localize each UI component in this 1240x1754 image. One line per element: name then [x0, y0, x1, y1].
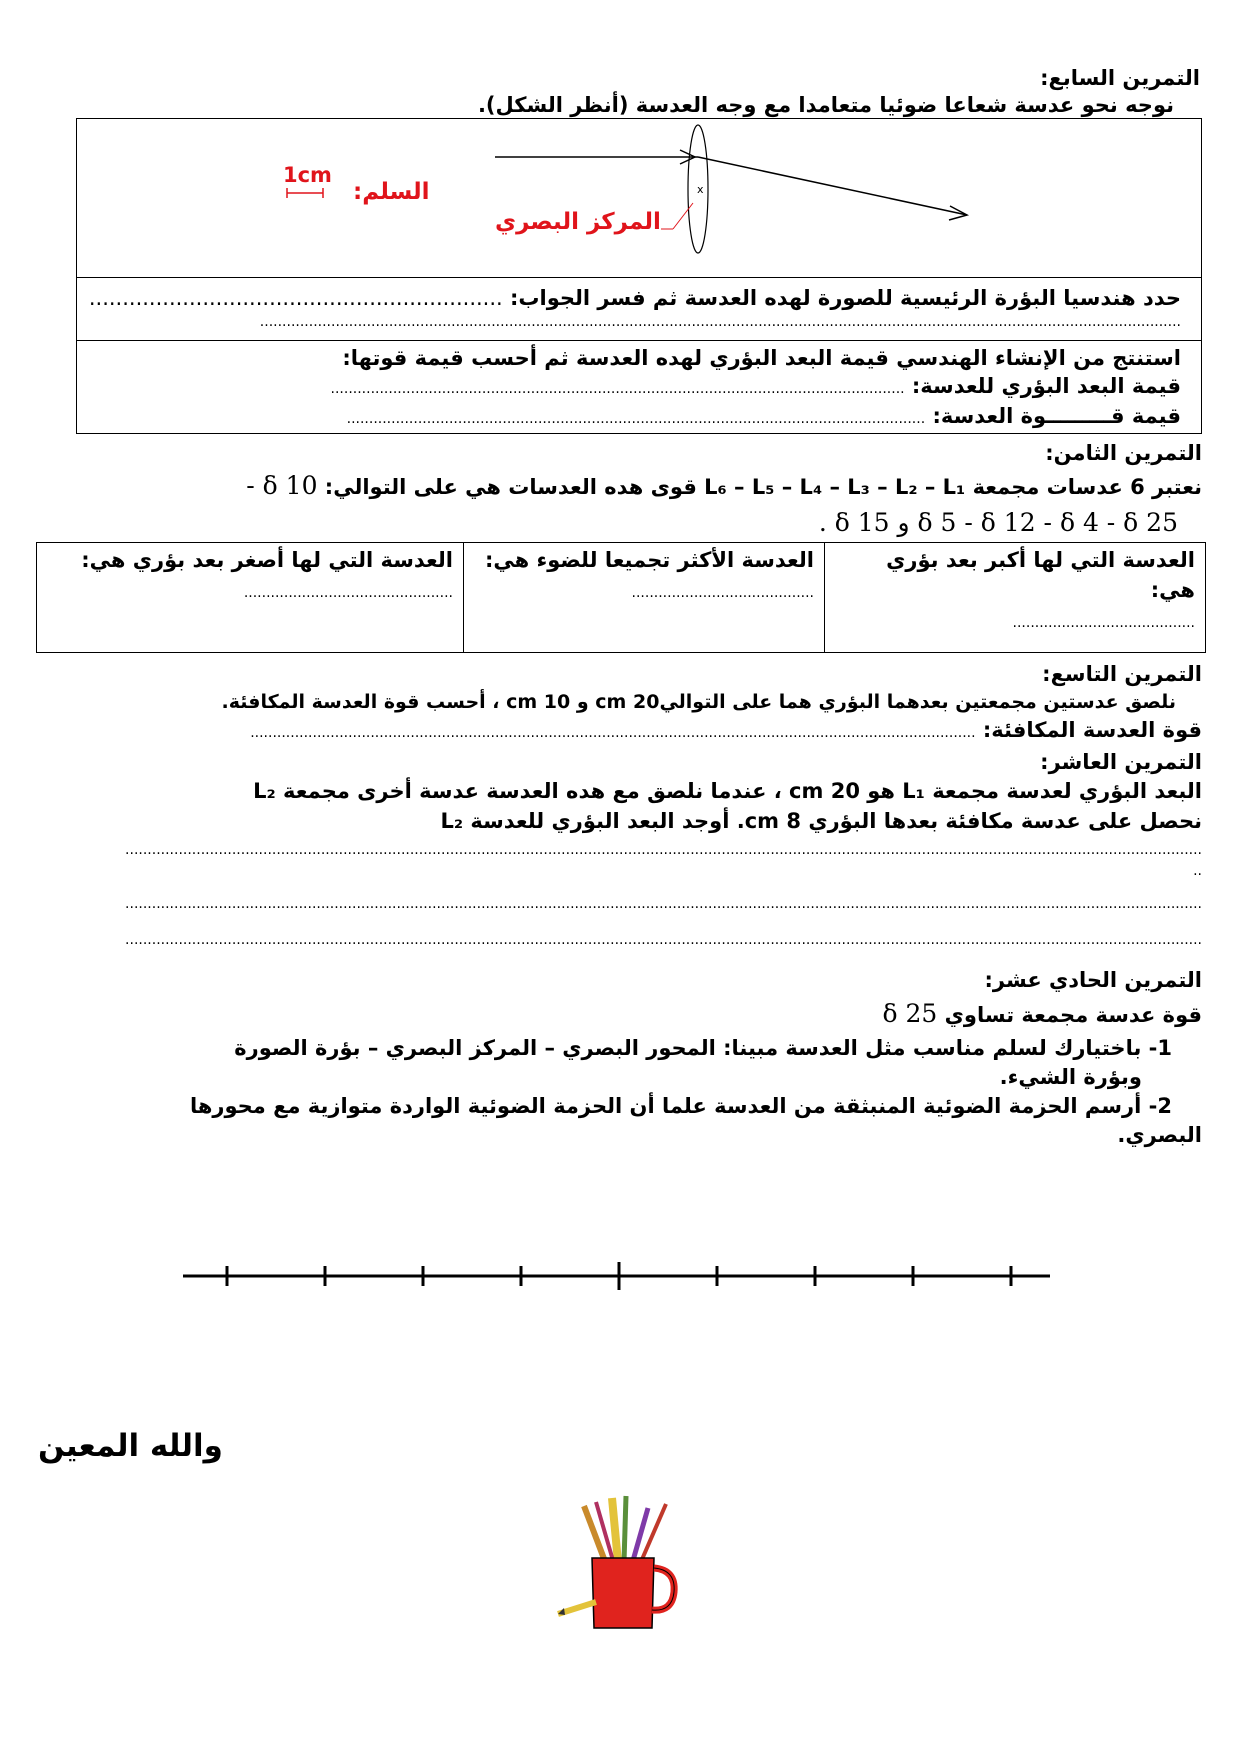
optical-center-label: المركز البصري [495, 209, 661, 235]
ex11-title: التمرين الحادي عشر: [984, 968, 1202, 992]
ex8-powers-2: δ 5 - δ 12 - δ 4 - δ 25 و δ 15 . [818, 508, 1178, 537]
ex11-item2: 2- أرسم الحزمة الضوئية المنبثقة من العدسة علما أن الحزمة الضوئية الواردة متوازية مع محورها [189, 1094, 1172, 1118]
ex10-title: التمرين العاشر: [1040, 750, 1202, 774]
closing-text: والله المعين [38, 1428, 223, 1464]
ex7-figure [77, 119, 1201, 278]
ex11-power: δ 25 [882, 999, 938, 1028]
ex7-focal-label: قيمة البعد البؤري للعدسة: [911, 374, 1181, 398]
ex10-line1: البعد البؤري لعدسة مجمعة L₁ هو 20 cm ، عندما نلصق مع هده العدسة عدسة أخرى مجمعة L₂ [253, 779, 1202, 803]
ex8-intro-b: قوى هده العدسات هي على التوالي: [324, 475, 697, 499]
ex8-answer-smallest-focal[interactable]: ............................................... [243, 585, 453, 601]
ex8-title: التمرين الثامن: [1045, 441, 1202, 465]
ex7-q1-answer[interactable]: .............................................................. [88, 286, 503, 310]
worksheet [38, 64, 1202, 1149]
ex9-text: نلصق عدستين مجمعتين بعدهما البؤري هما على التوالي20 cm و 10 cm ، أحسب قوة العدسة المكافئة. [221, 691, 1176, 713]
ex7-title: التمرين السابع: [1040, 66, 1200, 90]
ex10-answer-1[interactable]: .................................................................................................................................................................................................................................................. [125, 842, 1202, 858]
pencil-cup-icon [556, 1494, 696, 1634]
ex8-cell-smallest-focal: العدسة التي لها أصغر بعد بؤري هي: ............................................... [37, 543, 464, 653]
ex11-item1b: وبؤرة الشيء. [999, 1065, 1142, 1089]
ex11-item1: 1- باختيارك لسلم مناسب مثل العدسة مبينا: المحور البصري – المركز البصري – بؤرة الصورة [234, 1036, 1172, 1060]
ex9-title: التمرين التاسع: [1042, 662, 1202, 686]
scale-label: السلم: [353, 179, 430, 205]
ex8-cell-most-converging: العدسة الأكثر تجميعا للضوء هي: ......................................... [464, 543, 825, 653]
ex7-q2: استنتج من الإنشاء الهندسي قيمة البعد البؤري لهده العدسة ثم أحسب قيمة قوتها: [342, 346, 1181, 370]
ex7-power-answer[interactable]: .................................................................................................................................. [346, 411, 926, 427]
ex8-table [36, 542, 1206, 653]
ex7-q1-cell [77, 278, 1201, 341]
ex8-lenses: L₆ – L₅ – L₄ – L₃ – L₂ – L₁ [704, 475, 966, 499]
ex8-cell-largest-focal: العدسة التي لها أكبر بعد بؤري هي: ......................................... [825, 543, 1206, 653]
ex9-answer[interactable]: ................................................................................................................................................................... [250, 725, 976, 741]
ex8-answer-most-converging[interactable]: ......................................... [631, 585, 814, 601]
ex7-intro: نوجه نحو عدسة شعاعا ضوئيا متعامدا مع وجه العدسة (أنظر الشكل). [477, 93, 1174, 117]
ex10-answer-1b: .. [1193, 863, 1202, 879]
ex9-answer-label: قوة العدسة المكافئة: [982, 718, 1202, 742]
ex10-line2: نحصل على عدسة مكافئة بعدها البؤري 8 cm. أوجد البعد البؤري للعدسة L₂ [440, 809, 1202, 833]
ex10-answer-2[interactable]: .................................................................................................................................................................................................................................................. [125, 896, 1202, 912]
ex7-q1-answer-line2[interactable]: ............................................................................................................................................................................................................... [259, 314, 1181, 330]
ex8-answer-largest-focal[interactable]: ......................................... [1012, 615, 1195, 631]
ex10-answer-3[interactable]: .................................................................................................................................................................................................................................................. [125, 932, 1202, 948]
ex11-line1: قوة عدسة مجمعة تساوي [944, 1003, 1202, 1027]
optical-center-mark: x [697, 183, 704, 196]
ex7-focal-answer[interactable]: ................................................................................................................................. [330, 381, 905, 397]
ex8-intro-a: نعتبر 6 عدسات مجمعة [972, 475, 1202, 499]
ex7-box [76, 118, 1202, 434]
ex11-item2b: البصري. [1117, 1123, 1202, 1147]
ex7-q2-cell [77, 341, 1201, 433]
ex8-powers-1: δ 10 - [246, 471, 318, 500]
scale-value: 1cm [283, 163, 332, 187]
ex7-power-label: قيمة قـــــــــوة العدسة: [932, 404, 1181, 428]
lens-diagram [77, 119, 1201, 277]
ex7-q1: حدد هندسيا البؤرة الرئيسية للصورة لهده العدسة ثم فسر الجواب: [510, 286, 1181, 310]
